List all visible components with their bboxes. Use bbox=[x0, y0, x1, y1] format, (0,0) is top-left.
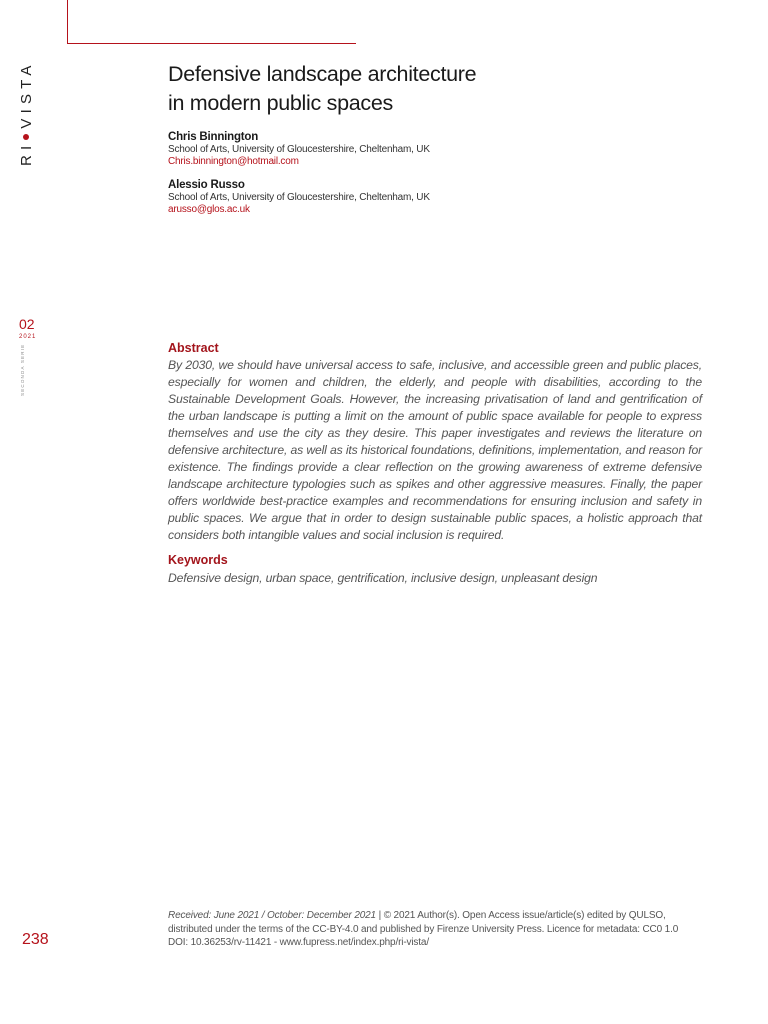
keywords-text: Defensive design, urban space, gentrification, inclusive design, unpleasant design bbox=[168, 571, 598, 585]
author-name: Alessio Russo bbox=[168, 179, 245, 191]
author-affiliation: School of Arts, University of Gloucestershire, Cheltenham, UK bbox=[168, 144, 430, 155]
page-number: 238 bbox=[22, 931, 49, 948]
frame-horizontal-line bbox=[67, 43, 356, 44]
keywords-heading: Keywords bbox=[168, 553, 228, 567]
received-dates: Received: June 2021 / October: December 2021 bbox=[168, 910, 376, 921]
article-title bbox=[168, 60, 702, 118]
doi-link[interactable]: DOI: 10.36253/rv-11421 - www.fupress.net/index.php/ri-vista/ bbox=[168, 937, 429, 948]
frame-vertical-line bbox=[67, 0, 68, 44]
issue-number: 02 bbox=[19, 316, 35, 332]
abstract-text: By 2030, we should have universal access to safe, inclusive, and accessible green and public places, especially for women and children, the elderly, and people with disabilities, according to the Sustainable Development Goals. However, the increasing privatisation of land and gentrification of the urban landscape is putting a limit on the amount of public space available for people to express themselves and use the city as they desire. This paper investigates and reviews the literature on defensive architecture, as well as its historical foundations, definitions, implementation, and reason for existence. The findings provide a clear reflection on the growing awareness of extreme defensive landscape architecture typologies such as spikes and other aggressive measures. Finally, the paper offers worldwide best-practice examples and recommendations for ensuring inclusion and safety in public spaces. We argue that in order to design sustainable public spaces, a holistic approach that considers both intangible values and social inclusion is required. bbox=[168, 358, 702, 542]
footer-separator: | bbox=[375, 910, 384, 921]
author-name: Chris Binnington bbox=[168, 131, 259, 143]
abstract-heading: Abstract bbox=[168, 341, 219, 355]
author-block bbox=[168, 178, 702, 215]
footer-line-2: distributed under the terms of the CC-BY-4.0 and published by Firenze University Press. Licence for metadata: CC0 1.0 bbox=[168, 923, 679, 935]
footer-line-1 bbox=[168, 909, 702, 923]
title-line-1: Defensive landscape architecture bbox=[168, 62, 477, 86]
author-block bbox=[168, 130, 702, 167]
journal-logo-right: VISTA bbox=[18, 60, 35, 129]
journal-logo-left: RI bbox=[18, 140, 35, 166]
issue-series: SECONDA SERIE bbox=[20, 343, 25, 396]
title-line-2: in modern public spaces bbox=[168, 91, 393, 115]
article-footer bbox=[168, 909, 702, 950]
journal-logo bbox=[18, 60, 35, 166]
license-text: © 2021 Author(s). Open Access issue/article(s) edited by QULSO, bbox=[383, 910, 666, 921]
logo-dot-icon bbox=[23, 134, 29, 140]
issue-year: 2021 bbox=[19, 334, 37, 340]
author-email-link[interactable]: Chris.binnington@hotmail.com bbox=[168, 155, 299, 167]
author-affiliation: School of Arts, University of Gloucestershire, Cheltenham, UK bbox=[168, 192, 430, 203]
author-email-link[interactable]: arusso@glos.ac.uk bbox=[168, 203, 250, 215]
